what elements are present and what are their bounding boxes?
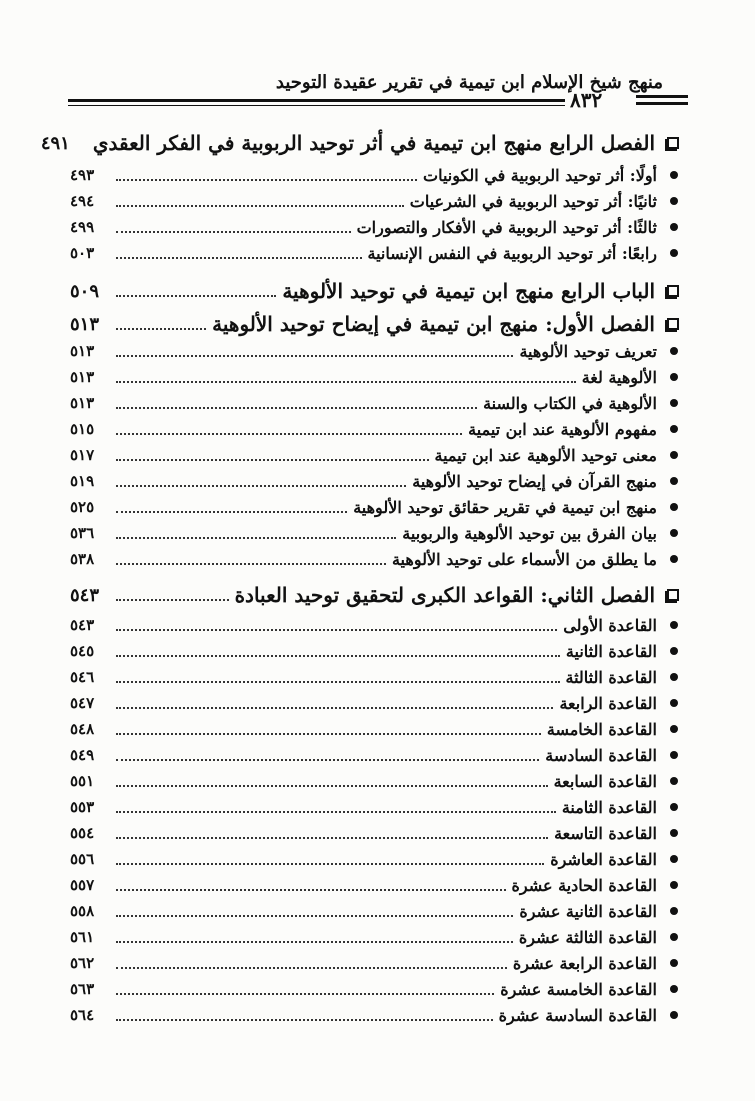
bullet-icon — [663, 959, 685, 967]
bullet-icon — [663, 621, 685, 629]
bullet-icon — [663, 1011, 685, 1019]
dot-leader — [116, 485, 406, 487]
toc-page-number: ٤٩٣ — [70, 166, 95, 184]
toc-title: القاعدة الأولى — [563, 615, 657, 635]
dot-icon — [670, 197, 678, 205]
toc-entry-row — [70, 163, 685, 187]
checkbox-square-icon — [661, 589, 685, 601]
dot-leader — [116, 511, 347, 513]
toc-title: ثانيًا: أثر توحيد الربوبية في الشرعيات — [409, 191, 657, 211]
dot-leader — [116, 295, 276, 297]
dot-icon — [670, 647, 678, 655]
dot-icon — [670, 529, 678, 537]
dot-leader — [116, 993, 494, 995]
toc-title: منهج ابن تيمية في تقرير حقائق توحيد الألوهية — [353, 497, 657, 517]
bullet-icon — [663, 425, 685, 433]
toc-entry-row — [70, 847, 685, 871]
toc-page-number: ٥٤٦ — [70, 668, 95, 686]
toc-page-number: ٥٥٧ — [70, 876, 95, 894]
dot-icon — [670, 907, 678, 915]
toc-page-number: ٥٦٤ — [70, 1006, 95, 1024]
toc-title: مفهوم الألوهية عند ابن تيمية — [468, 419, 657, 439]
toc-entry-row — [70, 899, 685, 923]
toc-entry-row — [70, 951, 685, 975]
dot-leader — [116, 733, 541, 735]
toc-page-number: ٥٥١ — [70, 772, 95, 790]
bullet-icon — [663, 803, 685, 811]
toc-title: القاعدة الرابعة عشرة — [512, 953, 657, 973]
dot-icon — [670, 725, 678, 733]
bullet-icon — [663, 777, 685, 785]
toc-page-number: ٥٦٢ — [70, 954, 95, 972]
toc-page-number: ٥١٩ — [70, 472, 95, 490]
toc-title: القاعدة الخامسة عشرة — [500, 979, 657, 999]
square-box-icon — [667, 285, 679, 297]
checkbox-square-icon — [661, 285, 685, 297]
toc-entry-row — [70, 365, 685, 389]
page-number-dash-top — [636, 95, 688, 98]
dot-leader — [116, 563, 386, 565]
toc-title: الفصل الثاني: القواعد الكبرى لتحقيق توحيد العبادة — [234, 583, 655, 607]
bullet-icon — [663, 171, 685, 179]
bullet-icon — [663, 223, 685, 231]
bullet-icon — [663, 829, 685, 837]
dot-icon — [670, 1011, 678, 1019]
toc-title: القاعدة الثامنة — [561, 797, 657, 817]
toc-page-number: ٥٤٣ — [70, 616, 95, 634]
dot-icon — [670, 673, 678, 681]
toc-page-number: ٤٩١ — [40, 132, 70, 154]
dot-icon — [670, 933, 678, 941]
bullet-icon — [663, 451, 685, 459]
dot-leader — [116, 433, 462, 435]
dot-icon — [670, 223, 678, 231]
toc-page-number: ٥١٧ — [70, 446, 95, 464]
toc-entry-row — [70, 241, 685, 265]
checkbox-square-icon — [661, 318, 685, 330]
toc-page-number: ٥٦٣ — [70, 980, 95, 998]
toc-entry-row — [70, 873, 685, 897]
dot-leader — [116, 863, 544, 865]
toc-entry-row — [70, 665, 685, 689]
dot-icon — [670, 751, 678, 759]
bullet-icon — [663, 855, 685, 863]
dot-leader — [116, 599, 229, 601]
toc-title: القاعدة الخامسة — [546, 719, 657, 739]
toc-title: القاعدة الثالثة — [565, 667, 657, 687]
toc-entry-row — [70, 495, 685, 519]
dot-leader — [116, 785, 548, 787]
dot-icon — [670, 777, 678, 785]
toc-title: ثالثًا: أثر توحيد الربوبية في الأفكار والتصورات — [356, 217, 657, 237]
dot-leader — [116, 407, 477, 409]
dot-icon — [670, 855, 678, 863]
bullet-icon — [663, 751, 685, 759]
toc-title: القاعدة الثانية — [565, 641, 657, 661]
checkbox-square-icon — [661, 137, 685, 149]
dot-leader — [116, 811, 556, 813]
toc-title: الباب الرابع منهج ابن تيمية في توحيد الألوهية — [282, 279, 655, 303]
toc-entry-row — [70, 469, 685, 493]
bullet-icon — [663, 197, 685, 205]
toc-page-number: ٥٤٥ — [70, 642, 95, 660]
toc-title: ما يطلق من الأسماء على توحيد الألوهية — [391, 549, 657, 569]
page-number-dash-bottom — [636, 102, 688, 105]
toc-title: رابعًا: أثر توحيد الربوبية في النفس الإنسانية — [367, 243, 657, 263]
toc-page-number: ٥٥٤ — [70, 824, 95, 842]
toc-page-number: ٥٦١ — [70, 928, 95, 946]
toc-title: الألوهية في الكتاب والسنة — [483, 393, 657, 413]
toc-entry-row — [70, 521, 685, 545]
toc-heading-row — [40, 128, 685, 158]
dot-icon — [670, 425, 678, 433]
dot-leader — [116, 205, 404, 207]
bullet-icon — [663, 673, 685, 681]
toc-page-number: ٥١٣ — [70, 394, 95, 412]
dot-leader — [116, 915, 513, 917]
toc-entry-row — [70, 925, 685, 949]
dot-leader — [116, 1019, 493, 1021]
dot-leader — [116, 231, 351, 233]
dot-icon — [670, 503, 678, 511]
dot-icon — [670, 249, 678, 257]
dot-leader — [116, 629, 557, 631]
bullet-icon — [663, 399, 685, 407]
toc-title: الألوهية لغة — [581, 367, 657, 387]
dot-icon — [670, 803, 678, 811]
toc-page-number: ٥٤٣ — [70, 584, 100, 606]
bullet-icon — [663, 529, 685, 537]
bullet-icon — [663, 881, 685, 889]
bullet-icon — [663, 503, 685, 511]
bullet-icon — [663, 555, 685, 563]
dot-leader — [116, 889, 506, 891]
toc-page-number: ٥٤٧ — [70, 694, 95, 712]
toc-entry-row — [70, 215, 685, 239]
bullet-icon — [663, 933, 685, 941]
toc-page-number: ٥٥٣ — [70, 798, 95, 816]
dot-leader — [116, 355, 513, 357]
toc-title: القاعدة الحادية عشرة — [511, 875, 657, 895]
bullet-icon — [663, 985, 685, 993]
bullet-icon — [663, 347, 685, 355]
toc-entry-row — [70, 977, 685, 1001]
dot-icon — [670, 985, 678, 993]
toc-title: أولًا: أثر توحيد الربوبية في الكونيات — [423, 165, 657, 185]
dot-leader — [116, 967, 507, 969]
toc-page-number: ٤٩٩ — [70, 218, 95, 236]
toc-title: القاعدة السابعة — [553, 771, 657, 791]
toc-title: تعريف توحيد الألوهية — [519, 341, 657, 361]
dot-icon — [670, 399, 678, 407]
toc-title: القاعدة الثالثة عشرة — [518, 927, 657, 947]
dot-leader — [116, 381, 576, 383]
dot-icon — [670, 829, 678, 837]
dot-leader — [116, 759, 539, 761]
toc-title: القاعدة العاشرة — [550, 849, 657, 869]
toc-entry-row — [70, 795, 685, 819]
toc-title: القاعدة السادسة — [545, 745, 657, 765]
dot-leader — [116, 681, 560, 683]
dot-leader — [116, 459, 429, 461]
toc-entry-row — [70, 391, 685, 415]
toc-entry-row — [70, 417, 685, 441]
page-number: ٨٣٢ — [570, 88, 603, 112]
toc-entry-row — [70, 717, 685, 741]
toc-page-number: ٥١٣ — [70, 313, 100, 335]
toc-entry-row — [70, 443, 685, 467]
toc-title: القاعدة الثانية عشرة — [519, 901, 657, 921]
toc-entry-row — [70, 339, 685, 363]
dot-leader — [116, 707, 553, 709]
toc-page-number: ٥٤٨ — [70, 720, 95, 738]
bullet-icon — [663, 647, 685, 655]
toc-title: الفصل الرابع منهج ابن تيمية في أثر توحيد الربوبية في الفكر العقدي — [92, 131, 655, 155]
toc-page-number: ٥٠٩ — [70, 280, 100, 302]
toc-page-number: ٥٥٨ — [70, 902, 95, 920]
dot-icon — [670, 699, 678, 707]
square-box-icon — [667, 589, 679, 601]
bullet-icon — [663, 249, 685, 257]
bullet-icon — [663, 477, 685, 485]
dot-icon — [670, 959, 678, 967]
toc-page-number: ٥٠٣ — [70, 244, 95, 262]
dot-icon — [670, 347, 678, 355]
toc-heading-row — [70, 309, 685, 339]
bullet-icon — [663, 373, 685, 381]
toc-page-number: ٥٤٩ — [70, 746, 95, 764]
dot-leader — [116, 257, 362, 259]
toc-entry-row — [70, 821, 685, 845]
toc-page-number: ٥٢٥ — [70, 498, 95, 516]
bullet-icon — [663, 907, 685, 915]
running-title: منهج شيخ الإسلام ابن تيمية في تقرير عقيدة التوحيد — [275, 72, 663, 93]
toc-heading-row — [70, 580, 685, 610]
header-rule-thin — [68, 105, 565, 106]
dot-leader — [116, 537, 396, 539]
toc-title: الفصل الأول: منهج ابن تيمية في إيضاح توحيد الألوهية — [212, 312, 655, 336]
toc-page-number: ٥٣٨ — [70, 550, 95, 568]
header-rule-thick — [68, 99, 565, 102]
dot-icon — [670, 477, 678, 485]
dot-icon — [670, 621, 678, 629]
toc-title: منهج القرآن في إيضاح توحيد الألوهية — [412, 471, 657, 491]
dot-icon — [670, 881, 678, 889]
bullet-icon — [663, 725, 685, 733]
dot-icon — [670, 171, 678, 179]
toc-entry-row — [70, 639, 685, 663]
dot-leader — [116, 328, 206, 330]
toc-entry-row — [70, 743, 685, 767]
toc-page-number: ٥٥٦ — [70, 850, 95, 868]
toc-title: معنى توحيد الألوهية عند ابن تيمية — [434, 445, 657, 465]
square-box-icon — [667, 137, 679, 149]
toc-title: القاعدة الرابعة — [559, 693, 657, 713]
toc-entry-row — [70, 189, 685, 213]
dot-leader — [116, 837, 548, 839]
toc-page-number: ٥١٥ — [70, 420, 95, 438]
dot-icon — [670, 451, 678, 459]
square-box-icon — [667, 318, 679, 330]
toc-entry-row — [70, 691, 685, 715]
dot-leader — [116, 655, 560, 657]
toc-title: القاعدة التاسعة — [554, 823, 657, 843]
bullet-icon — [663, 699, 685, 707]
toc-title: بيان الفرق بين توحيد الألوهية والربوبية — [402, 523, 657, 543]
toc-title: القاعدة السادسة عشرة — [498, 1005, 657, 1025]
toc-entry-row — [70, 1003, 685, 1027]
toc-entry-row — [70, 613, 685, 637]
toc-page-number: ٥٣٦ — [70, 524, 95, 542]
toc-heading-row — [70, 276, 685, 306]
toc-page-number: ٤٩٤ — [70, 192, 95, 210]
toc-page-number: ٥١٣ — [70, 342, 95, 360]
dot-icon — [670, 555, 678, 563]
toc-page-number: ٥١٣ — [70, 368, 95, 386]
toc-entry-row — [70, 769, 685, 793]
dot-leader — [116, 179, 417, 181]
toc-entry-row — [70, 547, 685, 571]
dot-icon — [670, 373, 678, 381]
dot-leader — [116, 941, 513, 943]
